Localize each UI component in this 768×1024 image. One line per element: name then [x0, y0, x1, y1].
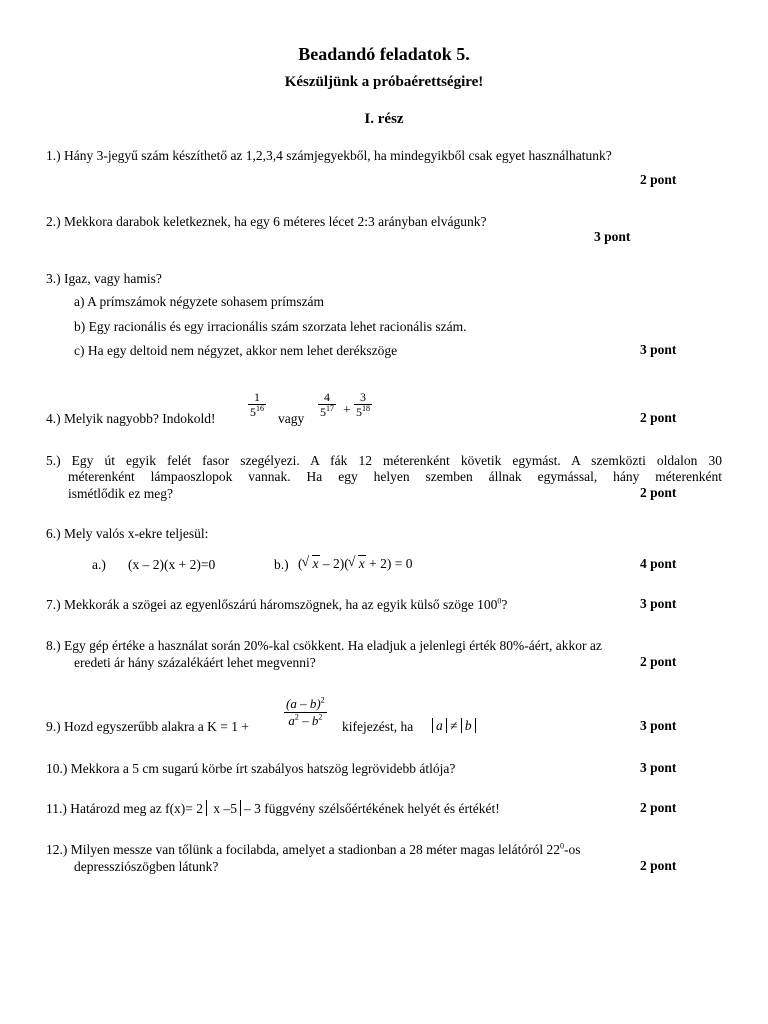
fraction-2-exponent: 17: [326, 404, 334, 413]
task-12-line-2: depressziószögben látunk?: [74, 859, 219, 874]
task-3-option-a: a) A prímszámok négyzete sohasem prímszám: [74, 294, 325, 309]
task-3-text: 3.) Igaz, vagy hamis?: [46, 271, 162, 286]
task-12-points: 2 pont: [640, 858, 677, 873]
open-paren: (: [298, 556, 303, 571]
task-9-points: 3 pont: [640, 718, 677, 733]
fraction-1-exponent: 16: [256, 404, 264, 413]
task-8-line-2: eredeti ár hány százalékáért lehet megvenni?: [74, 655, 316, 670]
task-4-text: 4.) Melyik nagyobb? Indokold!: [46, 411, 216, 426]
task-11-pre: 11.) Határozd meg az f(x)= 2: [46, 801, 204, 816]
task-7-points: 3 pont: [640, 596, 677, 611]
sqrt-2: [349, 555, 366, 572]
task-6-text: 6.) Mely valós x-ekre teljesül:: [46, 526, 209, 541]
task-9-text: 9.) Hozd egyszerűbb alakra a K = 1 +: [46, 719, 250, 734]
task-9-denominator-exp-a: 2: [294, 712, 299, 722]
not-equal-sign: ≠: [450, 718, 458, 733]
task-12-line-1-main: 12.) Milyen messze van tőlünk a focilabda, amelyet a stadionban a 28 méter magas lelátóról 22: [46, 842, 560, 857]
task-7-question-mark: ?: [501, 597, 508, 612]
fraction-1: [248, 390, 266, 419]
task-12-line-1: [46, 841, 580, 858]
page-title: Beadandó feladatok 5.: [298, 44, 470, 64]
abs-b: b: [464, 718, 472, 733]
abs-a: a: [436, 718, 443, 733]
fraction-3-base: 5: [356, 405, 362, 419]
degree-mark: 0: [559, 841, 564, 851]
fraction-3-numerator: 3: [360, 390, 366, 404]
degree-mark: 0: [497, 596, 502, 606]
task-11-mid: x –5: [210, 801, 238, 816]
task-5-line-2: méterenként lámpaoszlopok vannak. Ha egy helyen szemben állnak egymással, hány méterenként: [68, 469, 722, 484]
section-heading: I. rész: [364, 111, 404, 127]
task-9-numerator: (a – b): [286, 696, 321, 711]
task-2-text: 2.) Mekkora darabok keletkeznek, ha egy 6 méteres lécet 2:3 arányban elvágunk?: [46, 214, 487, 229]
task-8-line-1: 8.) Egy gép értéke a használat során 20%-kal csökkent. Ha eladjuk a jelenlegi érték 80%-áért, akkor az: [46, 638, 602, 653]
task-8-points: 2 pont: [640, 654, 677, 669]
task-9-fraction: [284, 696, 327, 729]
task-6-b-label: b.): [274, 557, 289, 572]
task-4-or: vagy: [278, 411, 305, 426]
fraction-3: [354, 390, 372, 419]
task-9-condition: [432, 717, 476, 734]
task-11-post: – 3 függvény szélsőértékének helyét és értékét!: [244, 801, 500, 816]
fraction-2-base: 5: [320, 405, 326, 419]
radicand-2: x: [358, 556, 365, 571]
task-9-denominator-a: a: [288, 713, 295, 728]
task-9-denominator-exp-b: 2: [318, 712, 323, 722]
fraction-2: [318, 390, 336, 419]
task-9-denominator-b: – b: [298, 713, 319, 728]
task-3-option-c: c) Ha egy deltoid nem négyzet, akkor nem lehet derékszöge: [74, 343, 398, 358]
plus-sign: +: [343, 402, 351, 417]
task-6-b-expression: [298, 555, 412, 572]
task-5-line-1: 5.) Egy út egyik felét fasor szegélyezi. A fák 12 méterenként követik egymást. A szemközti oldalon 30: [46, 453, 722, 468]
fraction-2-numerator: 4: [324, 390, 330, 404]
task-6-a-expression: (x – 2)(x + 2)=0: [128, 557, 216, 572]
task-6-points: 4 pont: [640, 556, 677, 571]
expr-end: + 2) = 0: [365, 556, 413, 571]
fraction-3-exponent: 18: [362, 404, 370, 413]
task-1-text: 1.) Hány 3-jegyű szám készíthető az 1,2,3,4 számjegyekből, ha mindegyikből csak egyet használhatunk?: [46, 148, 612, 163]
task-10-points: 3 pont: [640, 760, 677, 775]
task-6-a-label: a.): [92, 557, 106, 572]
abs-bar-right: [240, 800, 241, 816]
radicand-1: x: [312, 556, 319, 571]
task-10-text: 10.) Mekkora a 5 cm sugarú körbe írt szabályos hatszög legrövidebb átlója?: [46, 761, 456, 776]
fraction-1-numerator: 1: [254, 390, 260, 404]
task-9-numerator-exponent: 2: [320, 695, 325, 705]
task-1-points: 2 pont: [640, 172, 677, 187]
task-3-option-b: b) Egy racionális és egy irracionális szám szorzata lehet racionális szám.: [74, 319, 467, 334]
expr-middle: – 2)(: [319, 556, 349, 571]
task-11-points: 2 pont: [640, 800, 677, 815]
abs-bar-left: [206, 800, 207, 816]
task-3-points: 3 pont: [640, 342, 677, 357]
task-12-line-1-suffix: -os: [563, 842, 581, 857]
task-2-points: 3 pont: [594, 229, 631, 244]
sqrt-1: [303, 555, 320, 572]
task-7-text-main: 7.) Mekkorák a szögei az egyenlőszárú háromszögnek, ha az egyik külső szöge 100: [46, 597, 498, 612]
fraction-1-base: 5: [250, 405, 256, 419]
task-7-text: [46, 596, 507, 613]
task-4-points: 2 pont: [640, 410, 677, 425]
page-subtitle: Készüljünk a próbaérettségire!: [284, 74, 484, 90]
task-9-after: kifejezést, ha: [342, 719, 414, 734]
task-11-text: [46, 800, 500, 817]
task-5-line-3: ismétlődik ez meg?: [68, 486, 173, 501]
task-5-points: 2 pont: [640, 485, 677, 500]
